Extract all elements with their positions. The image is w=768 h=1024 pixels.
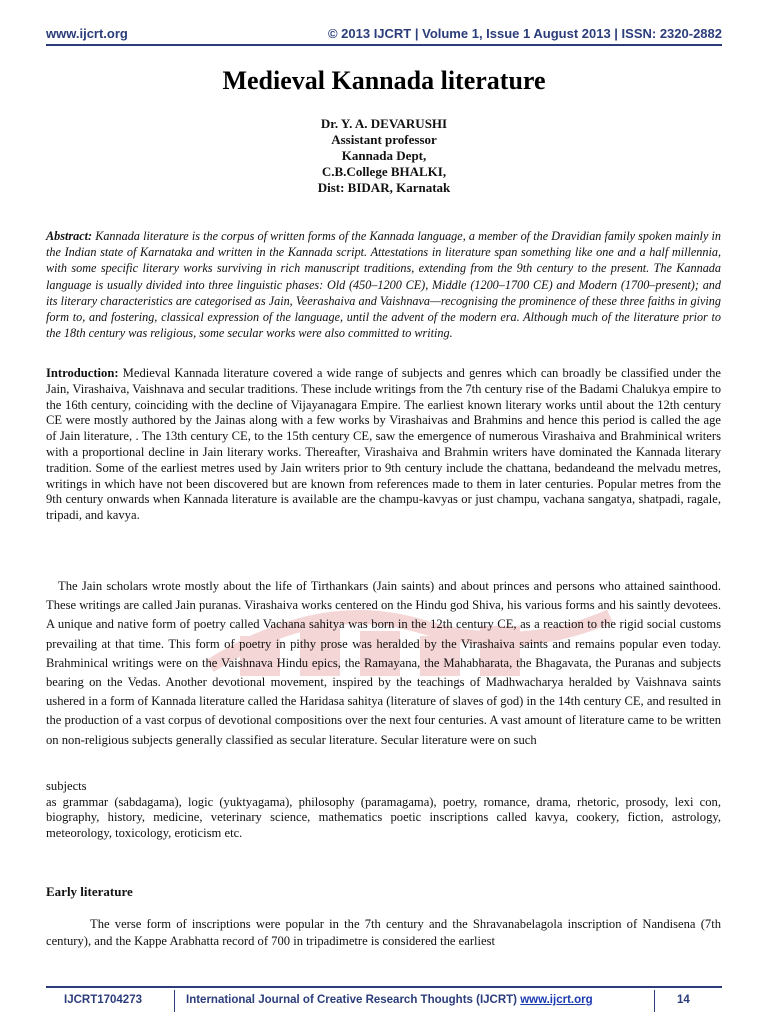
- footer-journal-name: International Journal of Creative Research Thoughts (IJCRT): [186, 994, 521, 1006]
- subjects-paragraph: [46, 779, 721, 841]
- footer-separator: [654, 990, 655, 1012]
- page-header: [46, 26, 722, 52]
- subjects-line1: subjects: [46, 779, 87, 793]
- early-literature-text: The verse form of inscriptions were popular in the 7th century and the Shravanabelagola inscription of Nandisena (7th century), and the Kappe Arabhatta record of 700 in tripadimetre is considered the earliest: [46, 917, 721, 948]
- abstract: [46, 228, 721, 341]
- author-position: Assistant professor: [331, 132, 437, 147]
- introduction-text: Medieval Kannada literature covered a wide range of subjects and genres which can broadly be classified under the Jain, Virashaiva, Vaishnava and secular traditions. These include writings from the 7th century rise of the Badami Chalukya empire to the 16th century, coinciding with the decline of Vijayanagara Empire. The earliest known literary works until about the 12th century CE were mostly authored by the Jainas along with a few works by Virashaivas and Brahmins and hence this period is called the age of Jain literature, . The 13th century CE, to the 15th century CE, saw the emergence of numerous Virashaiva and Brahminical writers with a proportional decline in Jain literary works. Thereafter, Virashaiva and Brahmin writers have dominated the Kannada literary tradition. Some of the earliest metres used by Jain writers prior to 9th century include the chattana, bedandeand the melvadu metres, writings in which have not been discovered but are known from references made to them in later centuries. Popular metres from the 9th century onwards when Kannada literature is available are the champu-kavyas or just champu, vachana sangatya, shatpadi, ragale, tripadi, and kavya.: [46, 366, 721, 523]
- page-footer: [46, 986, 722, 1016]
- author-name: Dr. Y. A. DEVARUSHI: [320, 116, 448, 131]
- header-journal-info: © 2013 IJCRT | Volume 1, Issue 1 August 2013 | ISSN: 2320-2882: [327, 26, 722, 41]
- introduction: [46, 366, 721, 524]
- paragraph-jain-scholars: [46, 577, 721, 750]
- abstract-text: Kannada literature is the corpus of written forms of the Kannada language, a member of the Dravidian family spoken mainly in the Indian state of Karnataka and written in the Kannada script. Attestations in literature span something like one and a half millennia, with some specific literary works surviving in rich manuscript traditions, extending from the 9th century to the present. The Kannada language is usually divided into three linguistic phases: Old (450–1200 CE), Middle (1200–1700 CE) and Modern (1700–present); and its literary characteristics are categorised as Jain, Veerashaiva and Vaishnava—recognising the prominence of these three faiths in giving form to, and fostering, classical expression of the language, until the advent of the modern era. Although much of the literature prior to the 18th century was religious, some secular works were also committed to writing.: [46, 229, 721, 341]
- introduction-label: Introduction:: [46, 366, 119, 380]
- author-college: C.B.College BHALKI,: [321, 164, 447, 179]
- author-block: [0, 116, 768, 196]
- early-literature-heading: Early literature: [46, 884, 133, 899]
- footer-rule: [46, 986, 722, 988]
- footer-separator: [174, 990, 175, 1012]
- header-rule: [46, 44, 722, 46]
- paper-title: Medieval Kannada literature: [222, 66, 546, 95]
- subjects-line2: as grammar (sabdagama), logic (yuktyagama), philosophy (paramagama), poetry, romance, drama, rhetoric, prosody, lexi con, biography, history, medicine, veterinary science, mathematics poetic inscriptions called kavya, cookery, fiction, astrology, meteorology, toxicology, eroticism etc.: [46, 794, 721, 840]
- author-location: Dist: BIDAR, Karnatak: [317, 180, 451, 195]
- footer-page-number: 14: [677, 994, 690, 1006]
- abstract-label: Abstract:: [46, 229, 93, 243]
- footer-paper-id: IJCRT1704273: [64, 994, 142, 1006]
- paragraph-jain-scholars-text: The Jain scholars wrote mostly about the life of Tirthankars (Jain saints) and about princes and persons who attained sainthood. These writings are called Jain puranas. Virashaiva works centered on the Hindu god Shiva, his various forms and his saintly devotees. A unique and native form of poetry called Vachana sahitya was born in the 12th century CE, as a reaction to the rigid social customs prevailing at that time. This form of poetry in pithy prose was heralded by the Virashaiva saints and remains popular even today. Brahminical writings were on the Vaishnava Hindu epics, the Ramayana, the Mahabharata, the Bhagavata, the Puranas and subjects bearing on the Vedas. Another devotional movement, inspired by the teachings of Madhwacharya heralded by Vaishnava saints ushered in a form of Kannada literature called the Haridasa sahitya (literature of slaves of god) in the 14th century CE, and resulted in the production of a vast corpus of devotional compositions over the next four centuries. A vast amount of literature came to be written on non-religious subjects generally classified as secular literature. Secular literature were on such: [46, 579, 721, 747]
- author-department: Kannada Dept,: [341, 148, 427, 163]
- header-site[interactable]: www.ijcrt.org: [46, 26, 128, 41]
- footer-journal: [186, 994, 593, 1006]
- footer-link[interactable]: www.ijcrt.org: [520, 994, 593, 1006]
